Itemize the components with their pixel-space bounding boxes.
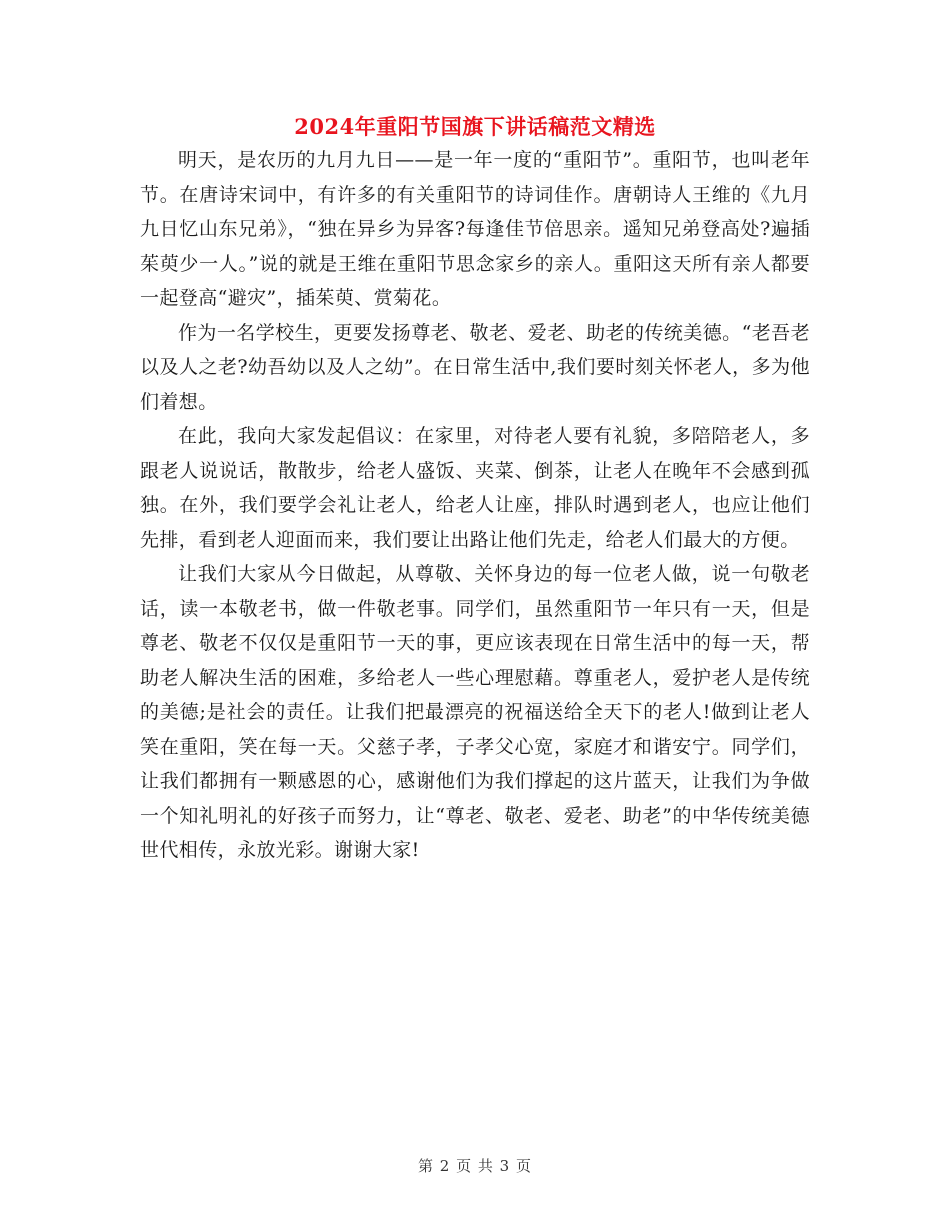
paragraph-virtue: 作为一名学校生，更要发扬尊老、敬老、爱老、助老的传统美德。“老吾老以及人之老?幼吾幼以及人之幼”。在日常生活中,我们要时刻关怀老人，多为他们着想。 bbox=[140, 321, 810, 413]
document-body bbox=[140, 143, 810, 868]
paragraph-closing: 让我们大家从今日做起，从尊敬、关怀身边的每一位老人做，说一句敬老话，读一本敬老书，做一件敬老事。同学们，虽然重阳节一年只有一天，但是尊老、敬老不仅仅是重阳节一天的事，更应该表现在日常生活中的每一天，帮助老人解决生活的困难，多给老人一些心理慰藉。尊重老人，爱护老人是传统的美德;是社会的责任。让我们把最漂亮的祝福送给全天下的老人!做到让老人笑在重阳，笑在每一天。父慈子孝，子孝父心宽，家庭才和谐安宁。同学们，让我们都拥有一颗感恩的心，感谢他们为我们撑起的这片蓝天，让我们为争做一个知礼明礼的好孩子而努力，让“尊老、敬老、爱老、助老”的中华传统美德世代相传，永放光彩。谢谢大家! bbox=[140, 563, 810, 861]
page-number-footer: 第 2 页 共 3 页 bbox=[418, 1157, 532, 1175]
paragraph-proposal: 在此，我向大家发起倡议：在家里，对待老人要有礼貌，多陪陪老人，多跟老人说说话，散散步，给老人盛饭、夹菜、倒茶，让老人在晚年不会感到孤独。在外，我们要学会礼让老人，给老人让座，排队时遇到老人，也应让他们先排，看到老人迎面而来，我们要让出路让他们先走，给老人们最大的方便。 bbox=[140, 425, 810, 551]
document-title: 2024年重阳节国旗下讲话稿范文精选 bbox=[294, 114, 656, 139]
paragraph-intro: 明天，是农历的九月九日——是一年一度的“重阳节”。重阳节，也叫老年节。在唐诗宋词中，有许多的有关重阳节的诗词佳作。唐朝诗人王维的《九月九日忆山东兄弟》，“独在异乡为异客?每逢佳节倍思亲。遥知兄弟登高处?遍插茱萸少一人。”说的就是王维在重阳节思念家乡的亲人。重阳这天所有亲人都要一起登高“避灾”，插茱萸、赏菊花。 bbox=[140, 149, 810, 309]
